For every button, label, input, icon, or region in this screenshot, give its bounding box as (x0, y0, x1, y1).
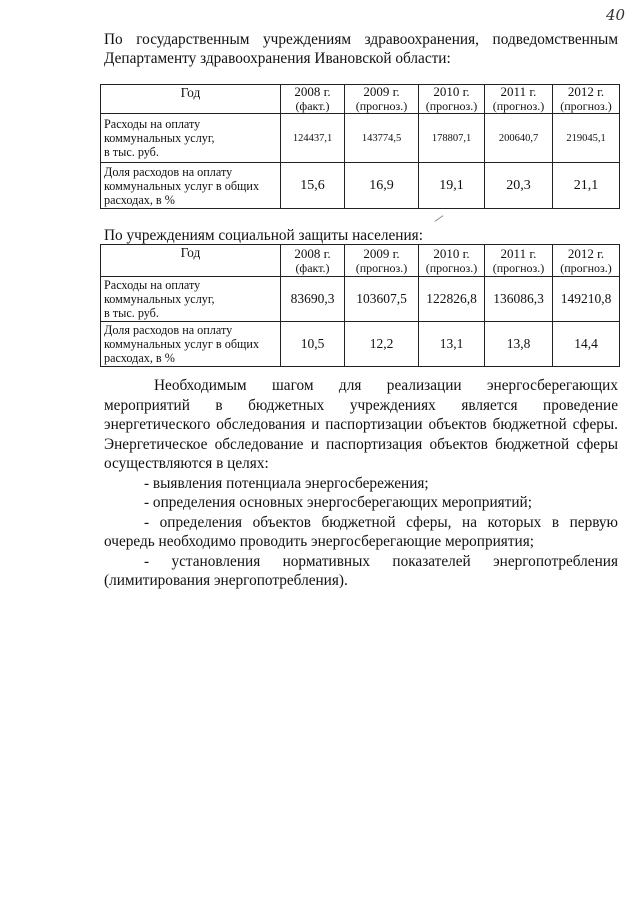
table-cell: 103607,5 (345, 277, 419, 322)
table-cell: 21,1 (553, 163, 620, 209)
year-header-cell: 2009 г. (прогноз.) (345, 85, 419, 114)
table-cell: 143774,5 (345, 114, 419, 163)
healthcare-table (100, 84, 620, 209)
list-item: - выявления потенциала энергосбережения; (144, 474, 429, 492)
year-header-cell: 2008 г. (факт.) (281, 245, 345, 277)
social-protection-table (100, 244, 620, 367)
row-label: Расходы на оплату коммунальных услуг, в тыс. руб. (101, 114, 281, 163)
section1-heading-line1: По государственным учреждениям здравоохранения, подведомственным (104, 31, 618, 48)
table-cell: 16,9 (345, 163, 419, 209)
table-row (101, 163, 620, 209)
section2-heading: По учреждениям социальной защиты населения: (104, 227, 423, 244)
table-cell: 12,2 (345, 322, 419, 367)
table-cell: 20,3 (485, 163, 553, 209)
year-header: Год (101, 245, 281, 277)
section1-heading (104, 30, 618, 68)
row-label: Доля расходов на оплату коммунальных услуг в общих расходах, в % (101, 322, 281, 367)
table-cell: 10,5 (281, 322, 345, 367)
page-number: 40 (606, 6, 626, 24)
year-header-cell: 2010 г. (прогноз.) (419, 85, 485, 114)
stray-pen-mark (435, 215, 444, 222)
table-cell: 13,1 (419, 322, 485, 367)
year-header-cell: 2012 г. (прогноз.) (553, 245, 620, 277)
year-header-cell: 2011 г. (прогноз.) (485, 245, 553, 277)
body-text (104, 376, 618, 591)
list-item: - определения объектов бюджетной сферы, на которых в первую очередь необходимо проводить энергосберегающие мероприятия; (104, 513, 618, 550)
table-row (101, 114, 620, 163)
table-cell: 136086,3 (485, 277, 553, 322)
year-header: Год (101, 85, 281, 114)
table-cell: 13,8 (485, 322, 553, 367)
year-header-cell: 2010 г. (прогноз.) (419, 245, 485, 277)
table-cell: 15,6 (281, 163, 345, 209)
year-header-cell: 2011 г. (прогноз.) (485, 85, 553, 114)
list-item: - установления нормативных показателей энергопотребления (лимитирования энергопотребления). (104, 552, 618, 589)
table-row (101, 277, 620, 322)
table-cell: 149210,8 (553, 277, 620, 322)
row-label: Доля расходов на оплату коммунальных услуг в общих расходах, в % (101, 163, 281, 209)
table-cell: 83690,3 (281, 277, 345, 322)
table-cell: 122826,8 (419, 277, 485, 322)
section1-heading-line2: Департаменту здравоохранения Ивановской области: (104, 50, 451, 67)
table-header-row (101, 85, 620, 114)
table-cell: 178807,1 (419, 114, 485, 163)
row-label: Расходы на оплату коммунальных услуг, в тыс. руб. (101, 277, 281, 322)
year-header-cell: 2012 г. (прогноз.) (553, 85, 620, 114)
table-row (101, 322, 620, 367)
year-header-cell: 2009 г. (прогноз.) (345, 245, 419, 277)
list-item: - определения основных энергосберегающих мероприятий; (144, 494, 532, 511)
table-cell: 124437,1 (281, 114, 345, 163)
table-cell: 19,1 (419, 163, 485, 209)
table-cell: 219045,1 (553, 114, 620, 163)
table-cell: 200640,7 (485, 114, 553, 163)
year-header-cell: 2008 г. (факт.) (281, 85, 345, 114)
body-paragraph: Необходимым шагом для реализации энергосберегающих мероприятий в бюджетных учреждениях является проведение энергетического обследования и паспортизации объектов бюджетной сферы. Энергетическое обследование и паспортизация объектов бюджетной сферы осуществляются в целях: (104, 377, 618, 472)
table-cell: 14,4 (553, 322, 620, 367)
table-header-row (101, 245, 620, 277)
